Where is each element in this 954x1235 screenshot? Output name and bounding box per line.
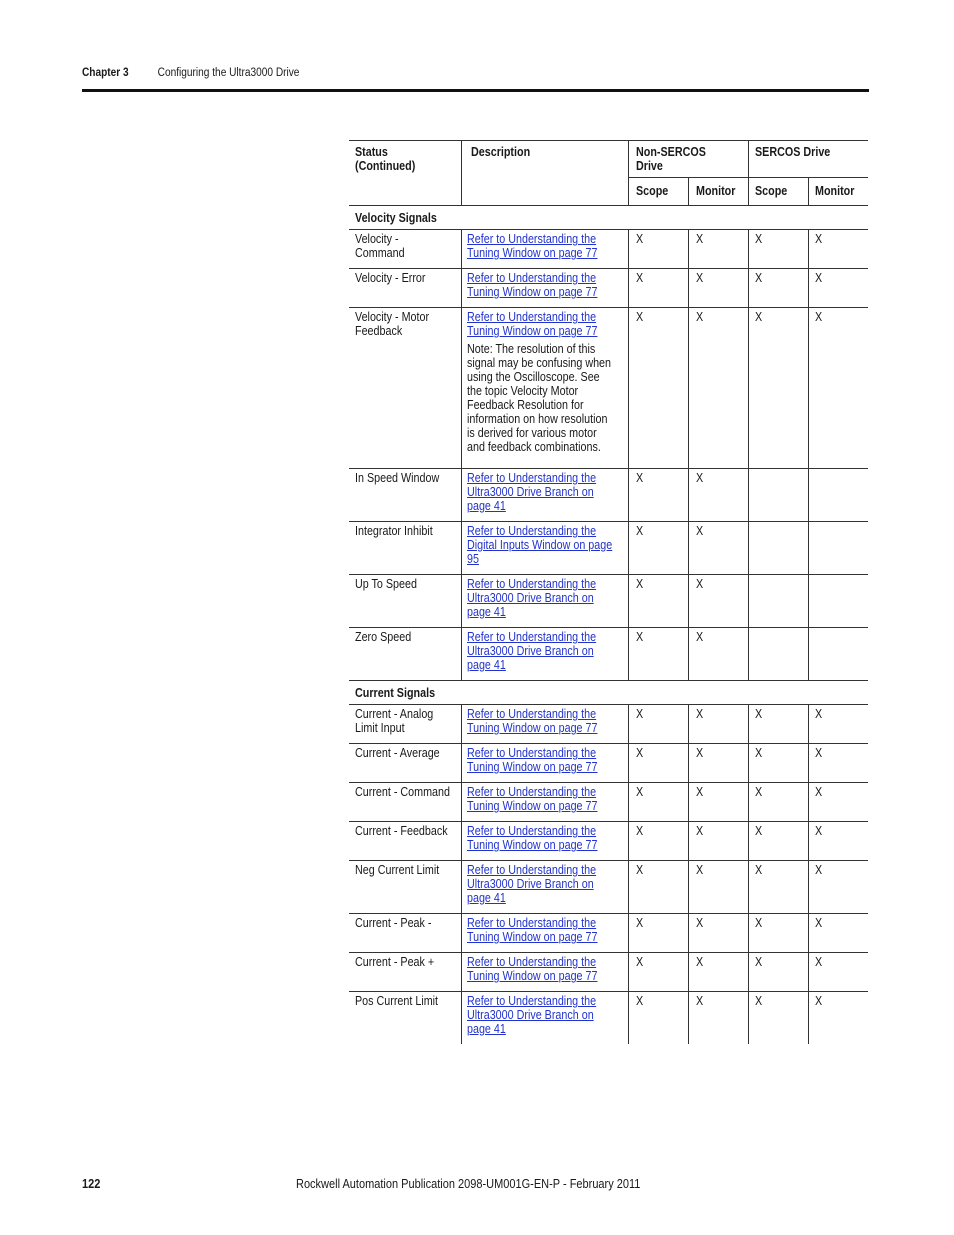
column-divider [808, 574, 809, 627]
section-title: Velocity Signals [355, 211, 437, 225]
publication-info: Rockwell Automation Publication 2098-UM001G-EN-P - February 2011 [296, 1177, 641, 1191]
cross-reference-link[interactable]: Ultra3000 Drive Branch on [467, 591, 594, 605]
column-divider [748, 468, 749, 521]
support-mark: X [636, 785, 644, 799]
cross-reference-link[interactable]: Ultra3000 Drive Branch on [467, 877, 594, 891]
status-cell [355, 955, 447, 969]
column-divider [808, 177, 809, 205]
row-divider [349, 140, 868, 141]
column-divider [628, 704, 629, 743]
support-mark: X [696, 524, 704, 538]
column-divider [748, 521, 749, 574]
page-number: 122 [82, 1177, 101, 1191]
column-divider [808, 704, 809, 743]
support-mark: X [755, 863, 763, 877]
status-text: Zero Speed [355, 630, 412, 644]
cross-reference-link[interactable]: Refer to Understanding the [467, 785, 597, 799]
column-divider [461, 268, 462, 307]
row-divider [349, 952, 868, 953]
header-description: Description [471, 145, 531, 159]
row-divider [349, 307, 868, 308]
column-divider [461, 229, 462, 268]
cross-reference-link[interactable]: Tuning Window on page 77 [467, 324, 598, 338]
row-divider [349, 913, 868, 914]
status-text: Current - Peak - [355, 916, 432, 930]
description-cell [467, 863, 617, 905]
cross-reference-link[interactable]: Tuning Window on page 77 [467, 285, 598, 299]
status-cell [355, 916, 444, 930]
cross-reference-link[interactable]: Refer to Understanding the [467, 746, 597, 760]
support-mark: X [755, 824, 763, 838]
cross-reference-link[interactable]: Tuning Window on page 77 [467, 930, 598, 944]
column-divider [628, 743, 629, 782]
status-text: Current - Feedback [355, 824, 448, 838]
cross-reference-link[interactable]: Refer to Understanding the [467, 232, 597, 246]
column-divider [748, 307, 749, 468]
cross-reference-link[interactable]: Refer to Understanding the [467, 577, 597, 591]
column-divider [461, 782, 462, 821]
column-divider [748, 913, 749, 952]
header-sercos-monitor: Monitor [815, 184, 855, 198]
cross-reference-link[interactable]: page 41 [467, 891, 506, 905]
cross-reference-link[interactable]: Ultra3000 Drive Branch on [467, 644, 594, 658]
status-cell [355, 232, 413, 260]
column-divider [688, 913, 689, 952]
status-text: Command [355, 246, 405, 260]
support-mark: X [636, 471, 644, 485]
column-divider [628, 574, 629, 627]
column-divider [461, 860, 462, 913]
cross-reference-link[interactable]: Ultra3000 Drive Branch on [467, 1008, 594, 1022]
cross-reference-link[interactable]: Refer to Understanding the [467, 863, 597, 877]
support-mark: X [696, 863, 704, 877]
column-divider [748, 743, 749, 782]
description-cell [467, 524, 636, 566]
column-divider [628, 268, 629, 307]
support-mark: X [755, 955, 763, 969]
cross-reference-link[interactable]: 95 [467, 552, 479, 566]
status-text: Current - Peak + [355, 955, 435, 969]
support-mark: X [636, 824, 644, 838]
status-text: Current - Average [355, 746, 440, 760]
description-cell [467, 824, 619, 852]
status-text: Current - Command [355, 785, 450, 799]
column-divider [808, 860, 809, 913]
header-rule [82, 89, 869, 92]
row-divider [349, 782, 868, 783]
column-divider [628, 821, 629, 860]
status-cell [355, 577, 427, 591]
support-mark: X [755, 746, 763, 760]
row-divider [349, 860, 868, 861]
support-mark: X [636, 232, 644, 246]
column-divider [748, 229, 749, 268]
column-divider [628, 627, 629, 680]
status-cell [355, 630, 420, 644]
column-divider [748, 991, 749, 1044]
description-cell [467, 232, 619, 260]
column-divider [808, 991, 809, 1044]
column-divider [808, 821, 809, 860]
column-divider [748, 140, 749, 205]
column-divider [688, 743, 689, 782]
support-mark: X [696, 955, 704, 969]
support-mark: X [696, 630, 704, 644]
support-mark: X [815, 746, 823, 760]
status-text: Velocity - Motor [355, 310, 430, 324]
status-cell [355, 271, 437, 285]
status-cell [355, 824, 463, 838]
column-divider [748, 952, 749, 991]
column-divider [688, 177, 689, 205]
column-divider [688, 574, 689, 627]
column-divider [808, 952, 809, 991]
column-divider [688, 268, 689, 307]
support-mark: X [696, 994, 704, 1008]
status-cell [355, 863, 453, 877]
support-mark: X [696, 310, 704, 324]
support-mark: X [696, 824, 704, 838]
column-divider [808, 743, 809, 782]
column-divider [461, 627, 462, 680]
cross-reference-link[interactable]: Refer to Understanding the [467, 630, 597, 644]
column-divider [688, 627, 689, 680]
cross-reference-link[interactable]: Refer to Understanding the [467, 955, 597, 969]
header-sercos: SERCOS Drive [755, 145, 831, 159]
support-mark: X [636, 524, 644, 538]
column-divider [461, 743, 462, 782]
cross-reference-link[interactable]: Ultra3000 Drive Branch on [467, 485, 594, 499]
support-mark: X [755, 707, 763, 721]
column-divider [748, 574, 749, 627]
support-mark: X [815, 916, 823, 930]
support-mark: X [815, 785, 823, 799]
cross-reference-link[interactable]: Refer to Understanding the [467, 310, 597, 324]
support-mark: X [636, 955, 644, 969]
status-text: Velocity - [355, 232, 399, 246]
header-sercos-scope: Scope [755, 184, 788, 198]
column-divider [808, 307, 809, 468]
status-cell [355, 310, 441, 338]
support-mark: X [755, 271, 763, 285]
row-divider [349, 468, 868, 469]
column-divider [628, 860, 629, 913]
cross-reference-link[interactable]: Refer to Understanding the [467, 471, 597, 485]
support-mark: X [815, 863, 823, 877]
cross-reference-link[interactable]: Tuning Window on page 77 [467, 838, 598, 852]
column-divider [688, 952, 689, 991]
column-divider [688, 991, 689, 1044]
status-text: Up To Speed [355, 577, 417, 591]
column-divider [461, 913, 462, 952]
status-text: Current - Analog [355, 707, 434, 721]
column-divider [628, 782, 629, 821]
column-divider [628, 913, 629, 952]
column-divider [748, 627, 749, 680]
support-mark: X [636, 863, 644, 877]
support-mark: X [636, 707, 644, 721]
description-cell [467, 577, 617, 619]
header-status: Status (Continued) [355, 145, 416, 173]
description-cell [467, 630, 617, 672]
column-divider [748, 821, 749, 860]
description-cell [467, 310, 634, 454]
column-divider [748, 704, 749, 743]
cross-reference-link[interactable]: Tuning Window on page 77 [467, 799, 598, 813]
description-cell [467, 994, 617, 1036]
column-divider [461, 704, 462, 743]
cross-reference-link[interactable]: Refer to Understanding the [467, 271, 597, 285]
description-cell [467, 955, 619, 983]
cross-reference-link[interactable]: Tuning Window on page 77 [467, 760, 598, 774]
row-divider [349, 680, 868, 681]
column-divider [808, 913, 809, 952]
header-non-sercos-monitor: Monitor [696, 184, 736, 198]
status-text: Velocity - Error [355, 271, 426, 285]
support-mark: X [755, 916, 763, 930]
column-divider [808, 468, 809, 521]
support-mark: X [755, 785, 763, 799]
support-mark: X [815, 310, 823, 324]
column-divider [628, 952, 629, 991]
cross-reference-link[interactable]: Refer to Understanding the [467, 524, 597, 538]
support-mark: X [696, 271, 704, 285]
row-divider [349, 205, 868, 206]
chapter-label: Chapter 3 [82, 67, 129, 79]
row-divider [349, 521, 868, 522]
column-divider [688, 468, 689, 521]
cross-reference-link[interactable]: Tuning Window on page 77 [467, 969, 598, 983]
support-mark: X [755, 994, 763, 1008]
cross-reference-link[interactable]: Refer to Understanding the [467, 824, 597, 838]
chapter-title: Configuring the Ultra3000 Drive [157, 67, 300, 79]
status-text: In Speed Window [355, 471, 440, 485]
row-divider [349, 627, 868, 628]
header-non-sercos: Non-SERCOS Drive [636, 145, 706, 173]
status-text: Limit Input [355, 721, 405, 735]
support-mark: X [815, 232, 823, 246]
description-cell [467, 916, 619, 944]
row-divider [349, 743, 868, 744]
column-divider [688, 821, 689, 860]
support-mark: X [696, 785, 704, 799]
column-divider [461, 952, 462, 991]
column-divider [808, 229, 809, 268]
status-cell [355, 994, 452, 1008]
column-divider [808, 627, 809, 680]
support-mark: X [696, 471, 704, 485]
cross-reference-link[interactable]: page 41 [467, 605, 506, 619]
column-divider [808, 268, 809, 307]
cross-reference-link[interactable]: Refer to Understanding the [467, 707, 597, 721]
cross-reference-link[interactable]: Digital Inputs Window on page [467, 538, 613, 552]
cross-reference-link[interactable]: page 41 [467, 1022, 506, 1036]
status-text: Feedback [355, 324, 403, 338]
row-divider [349, 268, 868, 269]
support-mark: X [755, 310, 763, 324]
row-divider [349, 704, 868, 705]
cross-reference-link[interactable]: Tuning Window on page 77 [467, 246, 598, 260]
support-mark: X [636, 746, 644, 760]
description-cell [467, 785, 619, 813]
support-mark: X [815, 707, 823, 721]
column-divider [628, 307, 629, 468]
column-divider [748, 782, 749, 821]
header-non-sercos-scope: Scope [636, 184, 669, 198]
cross-reference-link[interactable]: Refer to Understanding the [467, 994, 597, 1008]
support-mark: X [636, 630, 644, 644]
support-mark: X [636, 577, 644, 591]
column-divider [628, 991, 629, 1044]
column-divider [688, 860, 689, 913]
section-title: Current Signals [355, 686, 436, 700]
cross-reference-link[interactable]: Refer to Understanding the [467, 916, 597, 930]
support-mark: X [696, 707, 704, 721]
column-divider [688, 782, 689, 821]
column-divider [461, 821, 462, 860]
status-cell [355, 785, 465, 799]
column-divider [808, 521, 809, 574]
description-cell [467, 471, 617, 513]
column-divider [688, 229, 689, 268]
support-mark: X [696, 916, 704, 930]
support-mark: X [696, 577, 704, 591]
support-mark: X [815, 955, 823, 969]
status-text: Integrator Inhibit [355, 524, 433, 538]
cross-reference-link[interactable]: Tuning Window on page 77 [467, 721, 598, 735]
column-divider [461, 521, 462, 574]
column-divider [628, 521, 629, 574]
row-divider [349, 229, 868, 230]
column-divider [461, 991, 462, 1044]
column-divider [628, 468, 629, 521]
column-divider [688, 307, 689, 468]
column-divider [461, 574, 462, 627]
status-cell [355, 471, 453, 485]
support-mark: X [696, 232, 704, 246]
description-cell [467, 707, 619, 735]
column-divider [461, 140, 462, 205]
cross-reference-link[interactable]: page 41 [467, 658, 506, 672]
status-text: Neg Current Limit [355, 863, 440, 877]
status-cell [355, 524, 445, 538]
support-mark: X [815, 824, 823, 838]
column-divider [748, 860, 749, 913]
cross-reference-link[interactable]: page 41 [467, 499, 506, 513]
note-text: Note: The resolution of this signal may be confusing when using the Oscilloscope. See the topic Velocity Motor Feedback Resolution for information on how resolution is derived for various motor and feedback combinations. [467, 342, 612, 454]
column-divider [628, 229, 629, 268]
support-mark: X [636, 271, 644, 285]
support-mark: X [815, 271, 823, 285]
column-divider [688, 521, 689, 574]
status-cell [355, 707, 446, 735]
support-mark: X [636, 994, 644, 1008]
row-divider [349, 991, 868, 992]
support-mark: X [696, 746, 704, 760]
support-mark: X [815, 994, 823, 1008]
running-header [82, 67, 299, 79]
column-divider [461, 468, 462, 521]
description-cell [467, 271, 619, 299]
column-divider [461, 307, 462, 468]
row-divider [349, 574, 868, 575]
support-mark: X [636, 310, 644, 324]
status-cell [355, 746, 453, 760]
row-divider [349, 821, 868, 822]
column-divider [688, 704, 689, 743]
status-text: Pos Current Limit [355, 994, 439, 1008]
column-divider [628, 140, 629, 205]
support-mark: X [755, 232, 763, 246]
column-divider [808, 782, 809, 821]
description-cell [467, 746, 619, 774]
support-mark: X [636, 916, 644, 930]
column-divider [748, 268, 749, 307]
